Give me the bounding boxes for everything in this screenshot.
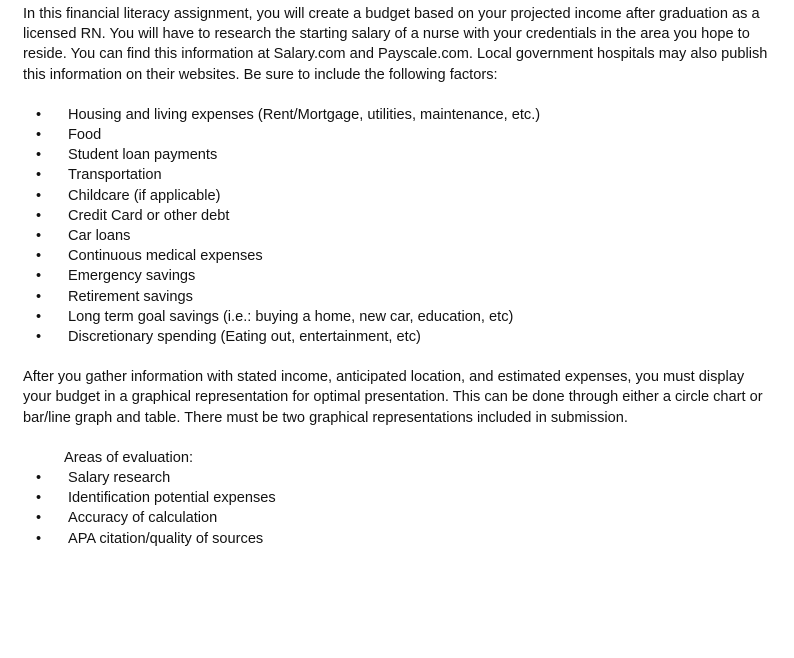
list-item-text: Childcare (if applicable) — [68, 187, 221, 204]
bullet-icon: • — [36, 530, 42, 547]
list-item-text: Accuracy of calculation — [68, 510, 218, 527]
evaluation-list — [23, 468, 773, 549]
list-item — [23, 125, 773, 145]
bullet-icon: • — [36, 490, 42, 507]
document-body — [23, 4, 773, 549]
bullet-icon: • — [36, 167, 42, 184]
list-item — [23, 246, 773, 266]
list-item-text: Emergency savings — [68, 268, 196, 285]
bullet-icon: • — [36, 207, 42, 224]
list-item — [23, 307, 773, 327]
bullet-icon: • — [36, 510, 42, 527]
list-item-text: Car loans — [68, 228, 131, 245]
list-item-text: Credit Card or other debt — [68, 207, 230, 224]
list-item — [23, 105, 773, 125]
list-item-text: Long term goal savings (i.e.: buying a home, new car, education, etc) — [68, 308, 514, 325]
bullet-icon: • — [36, 127, 42, 144]
list-item-text: Identification potential expenses — [68, 490, 276, 507]
list-item-text: Salary research — [68, 470, 171, 487]
list-item — [23, 165, 773, 185]
bullet-icon: • — [36, 288, 42, 305]
factors-list — [23, 105, 773, 347]
list-item-text: Retirement savings — [68, 288, 193, 305]
list-item — [23, 266, 773, 286]
bullet-icon: • — [36, 470, 42, 487]
bullet-icon: • — [36, 268, 42, 285]
list-item-text: APA citation/quality of sources — [68, 530, 264, 547]
list-item-text: Discretionary spending (Eating out, entertainment, etc) — [68, 329, 421, 346]
list-item — [23, 287, 773, 307]
intro-paragraph: In this financial literacy assignment, you will create a budget based on your projected income after graduation as a licensed RN. You will have to research the starting salary of a nurse with your credentials in the area you hope to reside. You can find this information at Salary.com and Payscale.com. Local government hospitals may also publish this information on their websites. Be sure to include the following factors: — [23, 6, 768, 83]
list-item-text: Continuous medical expenses — [68, 248, 263, 265]
list-item — [23, 226, 773, 246]
list-item-text: Student loan payments — [68, 147, 218, 164]
list-item-text: Transportation — [68, 167, 162, 184]
list-item — [23, 488, 773, 508]
list-item-text: Food — [68, 127, 102, 144]
list-item-text: Housing and living expenses (Rent/Mortgage, utilities, maintenance, etc.) — [68, 106, 541, 123]
presentation-paragraph: After you gather information with stated income, anticipated location, and estimated expenses, you must display your budget in a graphical representation for optimal presentation. This can be done through either a circle chart or bar/line graph and table. There must be two graphical representations included in submission. — [23, 369, 763, 426]
bullet-icon: • — [36, 187, 42, 204]
list-item — [23, 186, 773, 206]
list-item — [23, 508, 773, 528]
bullet-icon: • — [36, 248, 42, 265]
list-item — [23, 145, 773, 165]
bullet-icon: • — [36, 147, 42, 164]
bullet-icon: • — [36, 308, 42, 325]
bullet-icon: • — [36, 228, 42, 245]
evaluation-heading: Areas of evaluation: — [64, 449, 193, 466]
bullet-icon: • — [36, 329, 42, 346]
list-item — [23, 206, 773, 226]
list-item — [23, 529, 773, 549]
bullet-icon: • — [36, 106, 42, 123]
list-item — [23, 468, 773, 488]
list-item — [23, 327, 773, 347]
